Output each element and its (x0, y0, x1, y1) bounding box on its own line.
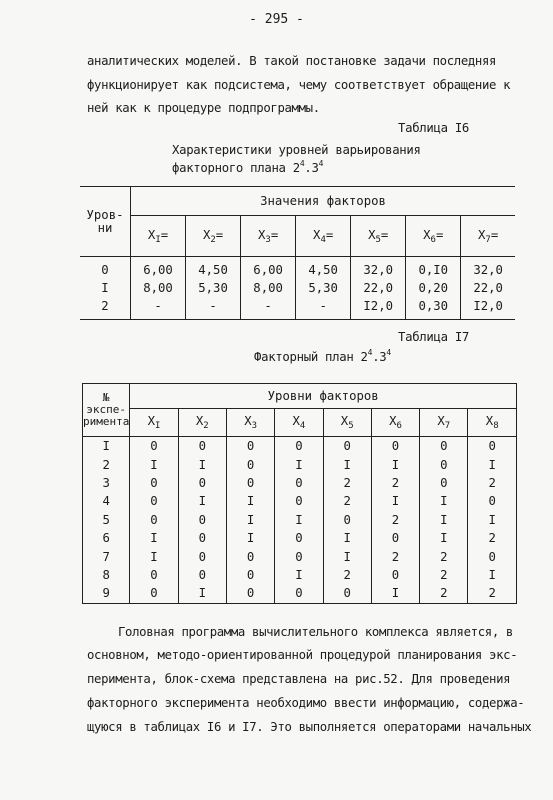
intro-line-2: функционирует как подсистема, чему соответствует обращение к (87, 78, 511, 92)
outro-line-5: щуюся в таблицах I6 и I7. Это выполняется операторами начальных (87, 720, 532, 734)
table17-group-header: Уровни факторов (130, 384, 517, 409)
table16-factor-x7: $X_7=$ (461, 216, 515, 257)
table17-levels-x3: 0 0 0 I I I 0 0 0 (226, 437, 274, 604)
table16-group-header: Значения факторов (131, 187, 516, 216)
table17-factor-x4: $X_4$ (275, 409, 323, 437)
intro-line-1: аналитических моделей. В такой постановке задачи последняя (87, 54, 497, 68)
table16-factor-x5: $X_5=$ (351, 216, 406, 257)
table16-factor-x1: $X_I=$ (131, 216, 186, 257)
table17-factor-x1: $X_I$ (130, 409, 178, 437)
table16-title-line2: факторного плана $2^4.3^4$ (172, 159, 324, 175)
table17-factor-x5: $X_5$ (323, 409, 371, 437)
table16-levels: 0 I 2 (80, 257, 131, 320)
table17-factor-x7: $X_7$ (420, 409, 468, 437)
table16-factor-x3: $X_3=$ (241, 216, 296, 257)
table17-factor-x6: $X_6$ (371, 409, 419, 437)
table17-factor-x3: $X_3$ (226, 409, 274, 437)
table17-levels-x1: 0 I 0 0 0 I I 0 0 (130, 437, 178, 604)
table16-title-line1: Характеристики уровней варьирования (172, 143, 421, 157)
table16-factor-x2: $X_2=$ (186, 216, 241, 257)
table17-experiment-numbers: I 2 3 4 5 6 7 8 9 (83, 437, 130, 604)
table17-levels-x5: 0 I 2 2 0 I I 2 0 (323, 437, 371, 604)
table17 (82, 383, 517, 604)
table16-values-x7: 32,0 22,0 I2,0 (461, 257, 515, 320)
table17-factor-x2: $X_2$ (178, 409, 226, 437)
table17-factor-x8: $X_8$ (468, 409, 517, 437)
table16-values-x2: 4,50 5,30 - (186, 257, 241, 320)
table17-levels-x8: 0 I 2 0 I 2 0 I 2 (468, 437, 517, 604)
table16-values-x6: 0,I0 0,20 0,30 (406, 257, 461, 320)
table17-levels-x6: 0 I 2 I 2 0 2 0 I (371, 437, 419, 604)
table16-values-x4: 4,50 5,30 - (296, 257, 351, 320)
table16-values-x3: 6,00 8,00 - (241, 257, 296, 320)
table17-title: Факторный план $2^4.3^4$ (254, 348, 391, 364)
table17-levels-x7: 0 0 0 I I I 2 2 2 (420, 437, 468, 604)
outro-line-4: факторного эксперимента необходимо ввести информацию, содержа- (87, 696, 525, 710)
table16-factor-x6: $X_6=$ (406, 216, 461, 257)
page-number: - 295 - (249, 12, 304, 27)
outro-line-2: основном, методо-ориентированной процедурой планирования экс- (87, 648, 518, 662)
table16-label: Таблица I6 (398, 121, 470, 135)
intro-line-3: ней как к процедуре подпрограммы. (87, 101, 320, 115)
outro-line-3: перимента, блок-схема представлена на рис.52. Для проведения (87, 672, 511, 686)
table17-label: Таблица I7 (398, 330, 470, 344)
table16 (80, 186, 515, 320)
table17-levels-x4: 0 I 0 0 I 0 0 I 0 (275, 437, 323, 604)
table16-rows-header: Уров- ни (86, 207, 124, 235)
outro-line-1: Головная программа вычислительного комплекса является, в (118, 625, 513, 639)
table17-rows-header: № экспе- римента (83, 384, 130, 437)
table16-values-x1: 6,00 8,00 - (131, 257, 186, 320)
table16-values-x5: 32,0 22,0 I2,0 (351, 257, 406, 320)
table16-factor-x4: $X_4=$ (296, 216, 351, 257)
table17-levels-x2: 0 I 0 I 0 0 0 0 I (178, 437, 226, 604)
